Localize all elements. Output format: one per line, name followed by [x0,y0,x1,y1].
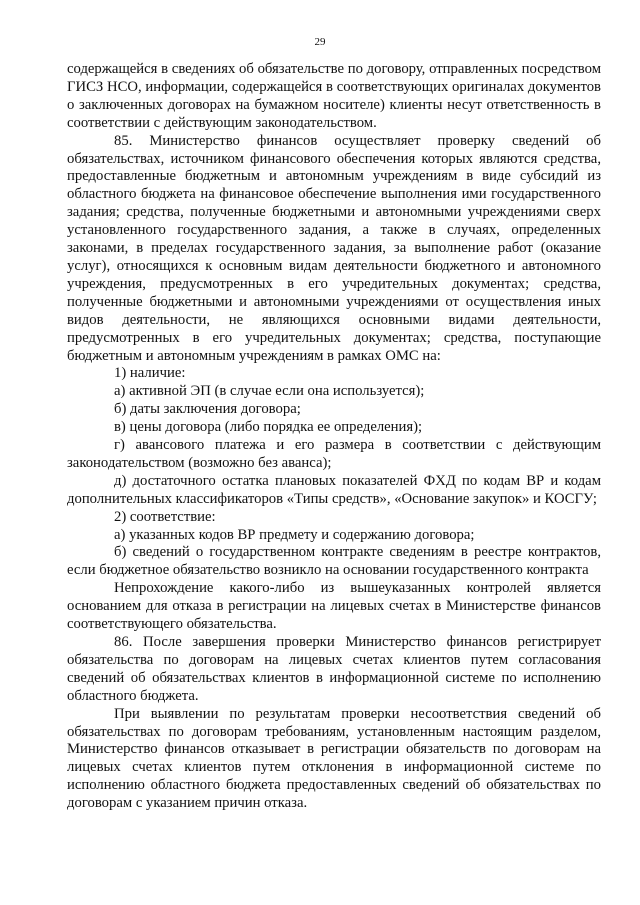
list-item-vr-codes: а) указанных кодов ВР предмету и содержанию договора; [114,526,475,543]
list-item-compliance: 2) соответствие: [114,508,216,525]
list-item-contract-price: в) цены договора (либо порядка ее определения); [114,419,423,436]
list-item-advance-payment: г) авансового платежа и его размера в соответствии с действующим законодательством (возможно без аванса); [67,437,601,471]
list-item-contract-date: б) даты заключения договора; [114,401,301,418]
list-item-plan-balance: д) достаточного остатка плановых показателей ФХД по кодам ВР и кодам дополнительных классификаторов «Типы средств», «Основание закупок» и КОСГУ; [67,472,601,507]
list-item-active-signature: а) активной ЭП (в случае если она используется); [114,383,425,400]
list-item-contract-registry: б) сведений о государственном контракте сведениям в реестре контрактов, если бюджетное обязательство возникло на основании государственного контракта [67,544,601,579]
paragraph-control-failure: Непрохождение какого-либо из вышеуказанных контролей является основанием для отказа в регистрации на лицевых счетах в Министерстве финансов соответствующего обязательства. [67,580,601,633]
paragraph-86: 86. После завершения проверки Министерство финансов регистрирует обязательства по договорам на лицевых счетах клиентов путем согласования сведений об обязательствах клиентов в информационной системе по исполнению областного бюджета. [67,634,601,704]
paragraph-85: 85. Министерство финансов осуществляет проверку сведений об обязательствах, источником финансового обеспечения которых являются средства, предоставленные бюджетным и автономным учреждениям в виде субсидий из областного бюджета на финансовое обеспечение выполнения ими государственного задания; средства, полученные бюджетными и автономными учреждениями сверх установленного государственного задания, а также в случаях, определенных законами, в пределах государственного задания, за выполнение работ (оказание услуг), относящихся к основным видам деятельности бюджетного и автономного учреждения, предусмотренных в его учредительных документах; средства, полученные бюджетными и автономными учреждениями от осуществления иных видов деятельности, не являющихся основными видами деятельности, предусмотренных в его учредительных документах; средства, поступающие бюджетным и автономным учреждениям в рамках ОМС на: [67,132,601,364]
list-item-presence: 1) наличие: [114,365,186,382]
paragraph-refusal: При выявлении по результатам проверки несоответствия сведений об обязательствах по договорам требованиям, установленным настоящим разделом, Министерство финансов отказывает в регистрации обязательств по договорам на лицевых счетах клиентов путем отклонения в информационной системе по исполнению областного бюджета предоставленных сведений об обязательствах по договорам с указанием причин отказа. [67,705,601,812]
page-number: 29 [314,36,326,48]
document-body [67,61,601,813]
paragraph-continuation: содержащейся в сведениях об обязательстве по договору, отправленных посредством ГИСЗ НСО, информации, содержащейся в соответствующих оригиналах документов о заключенных договорах на бумажном носителе) клиенты несут ответственность в соответствии с действующим законодательством. [67,61,601,131]
